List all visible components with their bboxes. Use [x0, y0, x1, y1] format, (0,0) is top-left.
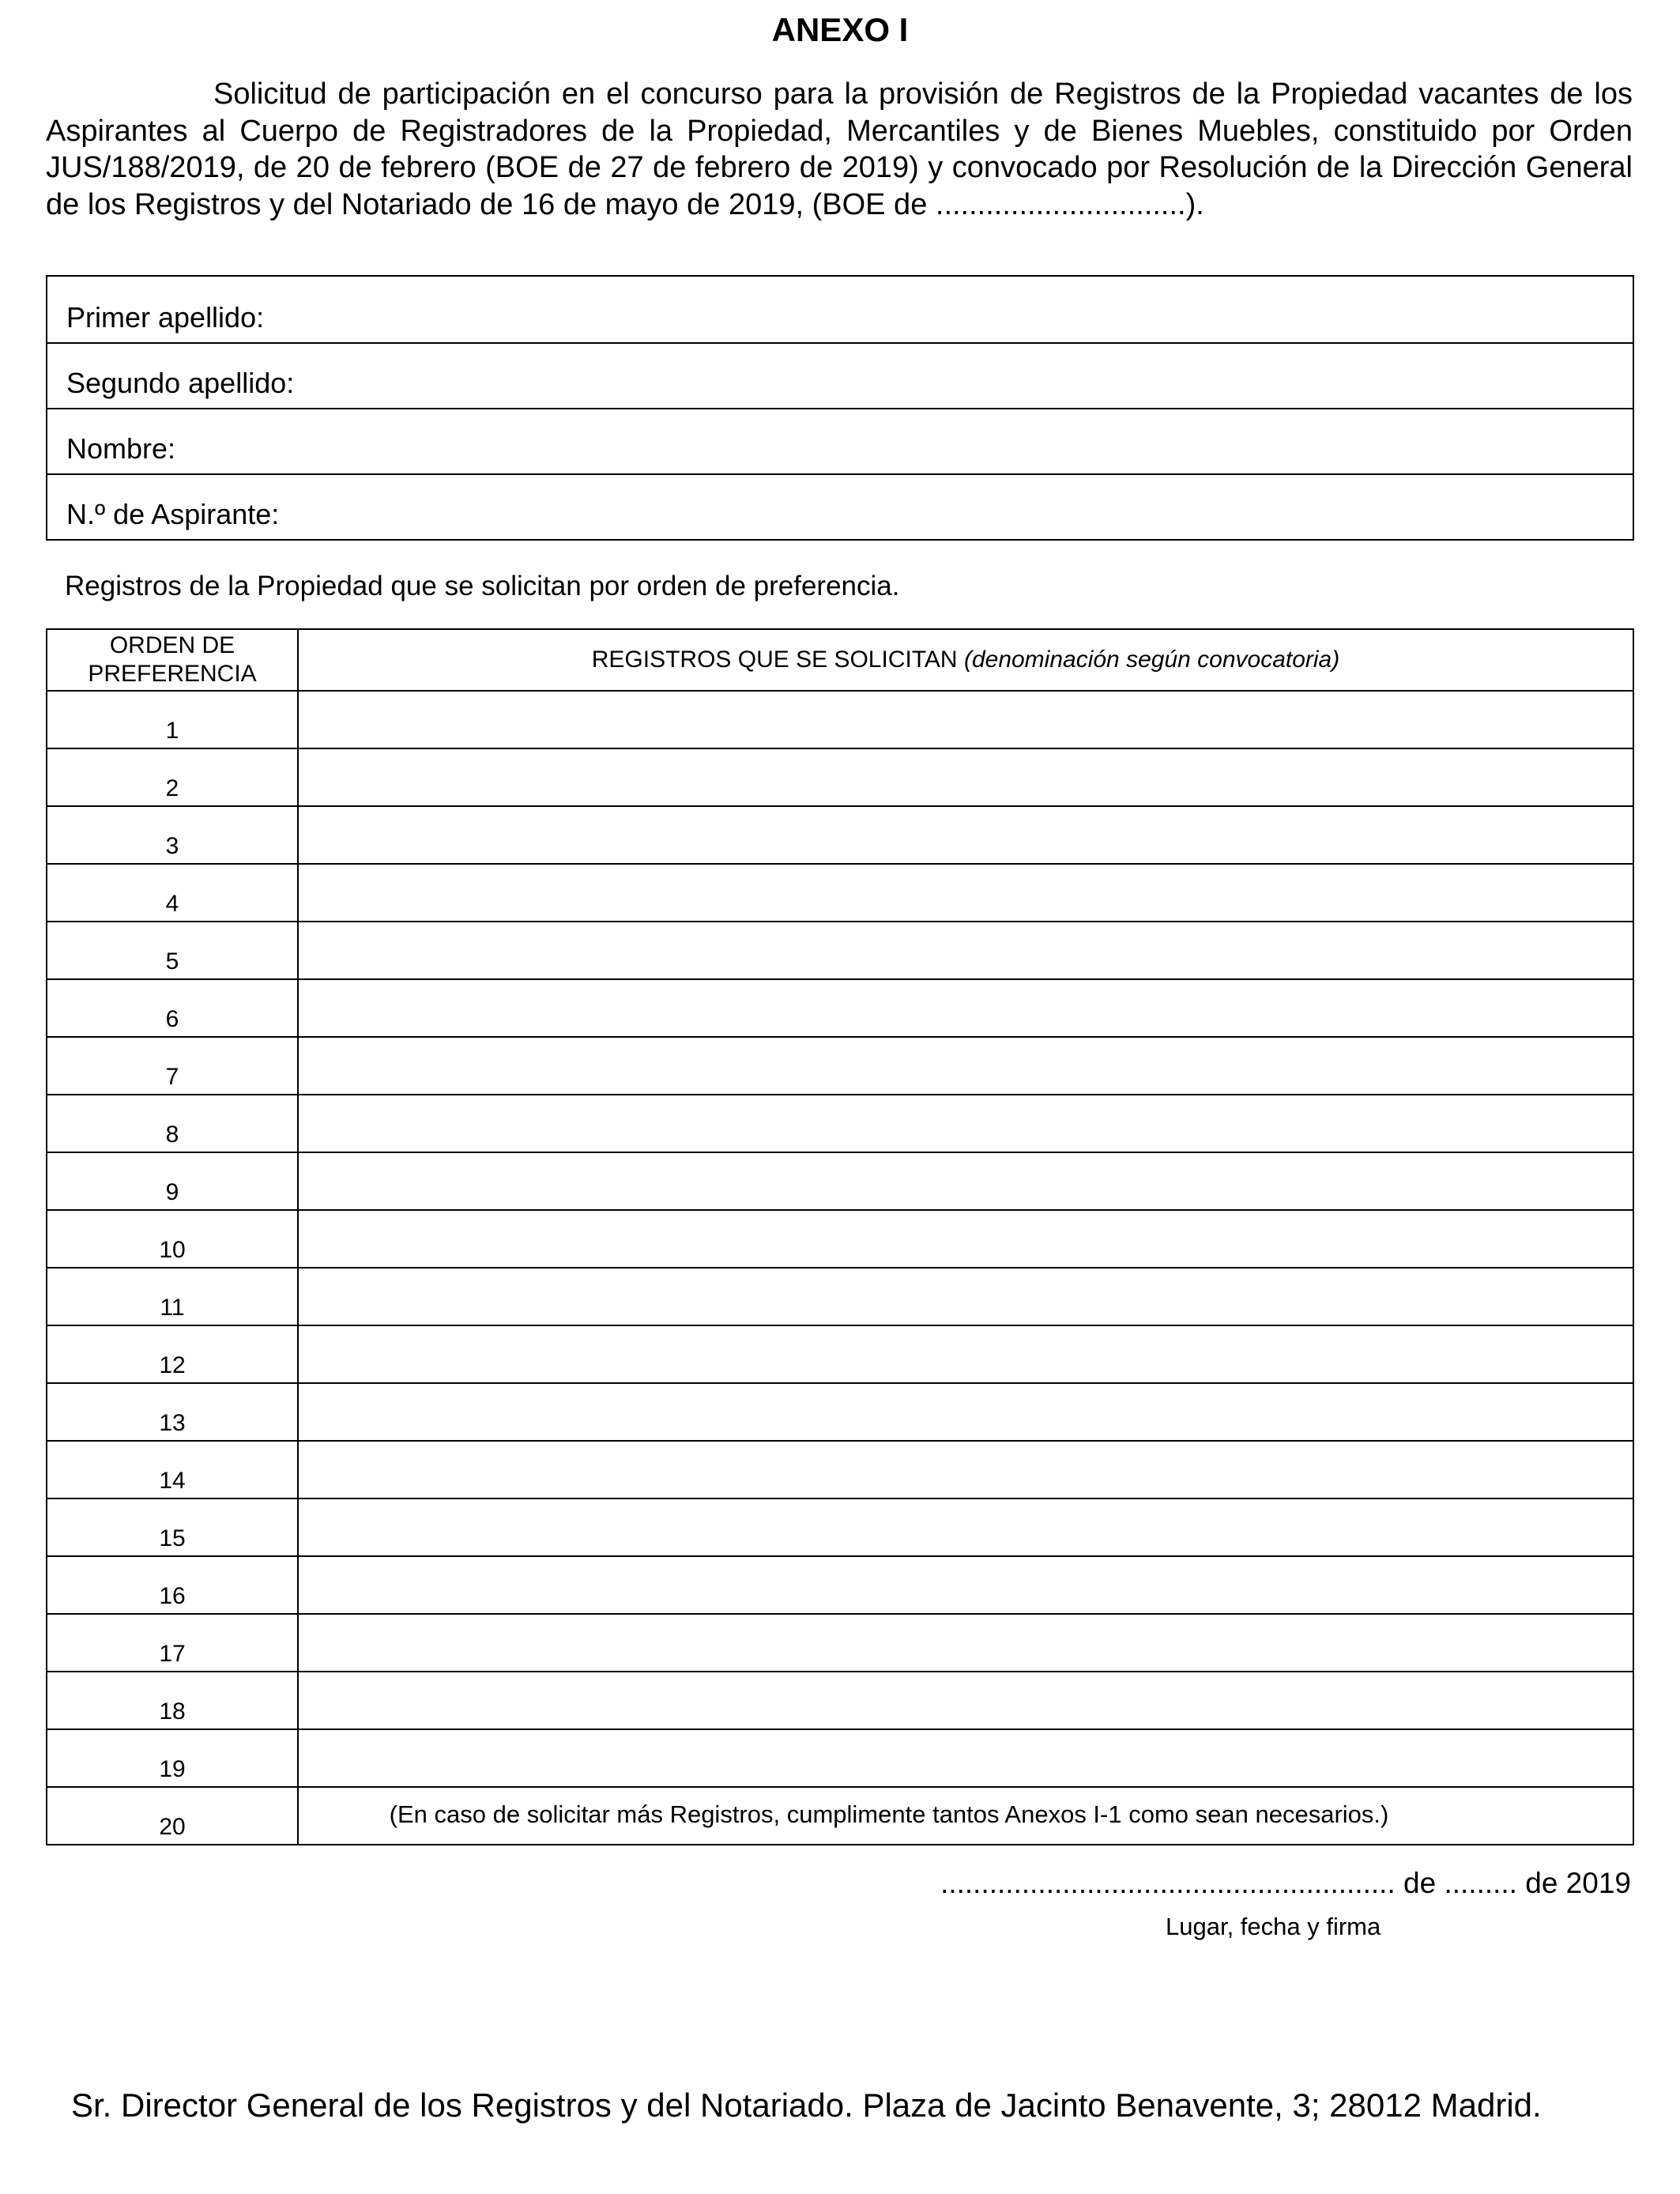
table-row	[47, 1441, 1633, 1498]
table-row	[47, 806, 1633, 864]
second-surname-label: Segundo apellido:	[66, 367, 295, 399]
first-surname-field[interactable]	[47, 277, 1633, 342]
preference-number: 14	[47, 1441, 298, 1498]
preference-number: 12	[47, 1325, 298, 1383]
table-row	[47, 1037, 1633, 1095]
table-row	[47, 979, 1633, 1037]
preference-number: 10	[47, 1210, 298, 1268]
table-row	[47, 1325, 1633, 1383]
preference-number: 3	[47, 806, 298, 864]
registries-caption: Registros de la Propiedad que se solicitan por orden de preferencia.	[65, 571, 900, 601]
table-row	[47, 1210, 1633, 1268]
table-row	[47, 691, 1633, 748]
preference-number: 8	[47, 1095, 298, 1152]
addressee-footer: Sr. Director General de los Registros y del Notariado. Plaza de Jacinto Benavente, 3; 28012 Madrid.	[71, 2087, 1542, 2124]
first-surname-label: Primer apellido:	[66, 301, 265, 334]
preference-number: 17	[47, 1614, 298, 1672]
name-field[interactable]	[47, 408, 1633, 473]
applicant-number-field[interactable]	[47, 473, 1633, 539]
place-date-line[interactable]: ........................................................ de ......... de 2019	[940, 1867, 1631, 1899]
registry-entry-cell[interactable]	[298, 1037, 1633, 1095]
registry-entry-cell[interactable]	[298, 691, 1633, 748]
preference-number: 11	[47, 1268, 298, 1325]
preference-number: 18	[47, 1672, 298, 1729]
preference-number: 13	[47, 1383, 298, 1441]
table-row	[47, 1614, 1633, 1672]
preference-number: 1	[47, 691, 298, 748]
table-row	[47, 1672, 1633, 1729]
order-header-line2: PREFERENCIA	[88, 661, 257, 687]
registry-entry-cell[interactable]	[298, 922, 1633, 979]
preference-number: 4	[47, 864, 298, 922]
registry-entry-cell[interactable]	[298, 1441, 1633, 1498]
preference-number: 7	[47, 1037, 298, 1095]
table-row	[47, 748, 1633, 806]
preference-number: 16	[47, 1556, 298, 1614]
second-surname-field[interactable]	[47, 342, 1633, 408]
registry-entry-cell[interactable]	[298, 1210, 1633, 1268]
registry-entry-cell[interactable]	[298, 1095, 1633, 1152]
preference-number: 2	[47, 748, 298, 806]
table-row	[47, 1383, 1633, 1441]
registry-entry-cell[interactable]	[298, 979, 1633, 1037]
table-row	[47, 1095, 1633, 1152]
registry-entry-cell[interactable]	[298, 1729, 1633, 1787]
registry-entry-cell[interactable]	[298, 1268, 1633, 1325]
registry-entry-cell[interactable]	[298, 748, 1633, 806]
intro-paragraph: Solicitud de participación en el concurso para la provisión de Registros de la Propiedad vacantes de los Aspirantes al Cuerpo de Registradores de la Propiedad, Mercantiles y de Bienes Muebles, constituido por Orden JUS/188/2019, de 20 de febrero (BOE de 27 de febrero de 2019) y convocado por Resolución de la Dirección General de los Registros y del Notariado de 16 de mayo de 2019, (BOE de ..............................).	[46, 77, 1633, 221]
table-header-row	[47, 629, 1633, 691]
preference-number: 5	[47, 922, 298, 979]
registries-column-header	[298, 629, 1633, 691]
preference-number: 15	[47, 1498, 298, 1556]
table-row	[47, 1729, 1633, 1787]
signature-caption: Lugar, fecha y firma	[1166, 1913, 1381, 1940]
registry-entry-cell[interactable]	[298, 806, 1633, 864]
registries-header-note: (denominación según convocatoria)	[963, 647, 1340, 673]
registry-entry-cell[interactable]	[298, 1383, 1633, 1441]
table-row	[47, 1152, 1633, 1210]
registry-entry-cell[interactable]	[298, 1498, 1633, 1556]
registry-entry-cell[interactable]	[298, 1672, 1633, 1729]
registry-entry-cell[interactable]	[298, 1556, 1633, 1614]
applicant-identification-box	[46, 275, 1634, 541]
order-header-line1: ORDEN DE	[109, 632, 235, 658]
order-column-header	[47, 629, 298, 691]
preference-number: 19	[47, 1729, 298, 1787]
registry-entry-cell[interactable]	[298, 1614, 1633, 1672]
additional-annex-note: (En caso de solicitar más Registros, cumplimente tantos Anexos I-1 como sean necesarios.)	[389, 1800, 1389, 1828]
registries-header-label: REGISTROS QUE SE SOLICITAN	[591, 647, 958, 673]
registries-table	[46, 628, 1634, 1845]
table-row	[47, 1556, 1633, 1614]
preference-number: 9	[47, 1152, 298, 1210]
page-title: ANEXO I	[771, 11, 909, 48]
name-label: Nombre:	[66, 432, 176, 465]
registry-entry-cell[interactable]	[298, 1325, 1633, 1383]
table-row	[47, 1498, 1633, 1556]
registry-entry-cell[interactable]	[298, 1152, 1633, 1210]
registry-entry-cell[interactable]	[298, 864, 1633, 922]
table-row	[47, 922, 1633, 979]
applicant-number-label: N.º de Aspirante:	[66, 498, 280, 530]
table-row	[47, 1268, 1633, 1325]
preference-number: 6	[47, 979, 298, 1037]
preference-number: 20	[47, 1787, 298, 1845]
table-row	[47, 864, 1633, 922]
